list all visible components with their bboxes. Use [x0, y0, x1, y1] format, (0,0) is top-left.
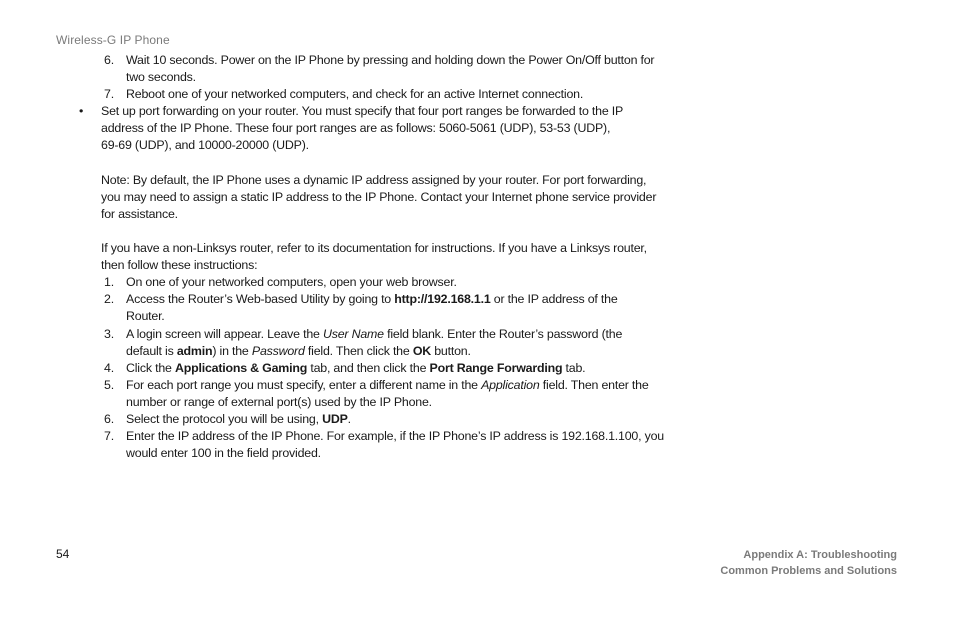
- note-paragraph: Note: By default, the IP Phone uses a dynamic IP address assigned by your router. For port forwarding,: [101, 172, 647, 187]
- router-url: http://192.168.1.1: [394, 292, 491, 307]
- running-header: Wireless-G IP Phone: [56, 33, 170, 47]
- step-number: 7.: [104, 429, 114, 444]
- footer-subsection-title: Common Problems and Solutions: [720, 565, 897, 577]
- list-item: [0, 411, 954, 428]
- bullet-text-continued: address of the IP Phone. These four port ranges are as follows: 5060-5061 (UDP), 53-53 (UDP),: [101, 121, 611, 136]
- step-text: Wait 10 seconds. Power on the IP Phone by pressing and holding down the Power On/Off button for: [126, 53, 655, 67]
- step-number: 5.: [104, 377, 114, 392]
- bullet-text-continued: 69-69 (UDP), and 10000-20000 (UDP).: [101, 138, 309, 153]
- step-text: Enter the IP address of the IP Phone. For example, if the IP Phone’s IP address is 192.168.1.100, you: [126, 429, 664, 444]
- step-text: Click the Applications & Gaming tab, and then click the Port Range Forwarding tab.: [126, 360, 586, 375]
- step-text: Access the Router’s Web-based Utility by going to http://192.168.1.1 or the IP address of the: [126, 292, 618, 307]
- list-item: [0, 360, 954, 377]
- step-text: Select the protocol you will be using, UDP.: [126, 411, 351, 426]
- step-text: Reboot one of your networked computers, and check for an active Internet connection.: [126, 87, 584, 102]
- running-footer: [720, 547, 897, 579]
- step-number: 6.: [104, 53, 114, 67]
- intro-paragraph: If you have a non-Linksys router, refer to its documentation for instructions. If you have a Linksys router,: [101, 241, 647, 256]
- list-item: [0, 274, 954, 291]
- page-body: 6. Wait 10 seconds. Power on the IP Phone by pressing and holding down the Power On/Off button for two seconds. 7. Reboot one of your networked computers, and check for an active Internet connection. • Set up port forwarding on your router. You must specify that four port ranges be forwarded to the IP address of the IP Phone. These four port ranges are as follows: 5060-5061 (UDP), 53-53 (UDP), 69-69 (UDP), and 10000-20000 (UDP). Note: By default, the IP Phone uses a dynamic IP address assigned by your router. For port forwarding, you may need to assign a static IP address to the IP Phone. Contact your Internet phone service provider for assistance. If you have a non-Linksys router, refer to its documentation for instructions. If you have a Linksys router, then follow these instructions: 1. On one of your networked computers, open your web browser. 2. Access the Router’s Web-based Utility by going to http://192.168.1.1 or the IP address of the Router. 3. A login screen will appear. Leave the User Name field blank. Enter the Router’s password (the default is admin) in the Password field. Then click the OK button. 4. Click the Applications & Gaming tab, and then click the Port Range Forwarding tab. 5. For each port range you must specify, enter a different name in the Application field. Then enter the number or range of external port(s) used by the IP Phone. 6. Select the protocol you will be using, UDP. 7. Enter the IP address of the IP Phone. For example, if the IP Phone’s IP address is 192.168.1.100, you would enter 100 in the field provided.: [0, 52, 954, 462]
- bullet-item: [0, 103, 954, 120]
- list-item: [0, 86, 954, 103]
- step-number: 2.: [104, 292, 114, 307]
- list-item: [0, 326, 954, 343]
- page-number: 54: [56, 547, 70, 561]
- step-number: 6.: [104, 411, 114, 426]
- bullet-text: Set up port forwarding on your router. You must specify that four port ranges be forwarded to the IP: [101, 104, 624, 119]
- list-item: [0, 377, 954, 394]
- step-text: On one of your networked computers, open your web browser.: [126, 275, 457, 290]
- step-number: 4.: [104, 360, 114, 375]
- list-item: [0, 291, 954, 308]
- step-text: For each port range you must specify, enter a different name in the Application field. Then enter the: [126, 377, 649, 392]
- step-text: A login screen will appear. Leave the User Name field blank. Enter the Router’s password (the: [126, 326, 623, 341]
- step-number: 7.: [104, 87, 114, 102]
- list-item: [0, 52, 954, 69]
- step-number: 1.: [104, 275, 114, 290]
- step-text-continued: two seconds.: [126, 70, 196, 85]
- bullet-icon: •: [79, 104, 84, 119]
- list-item: [0, 428, 954, 445]
- step-number: 3.: [104, 326, 114, 341]
- footer-section-title: Appendix A: Troubleshooting: [743, 549, 897, 561]
